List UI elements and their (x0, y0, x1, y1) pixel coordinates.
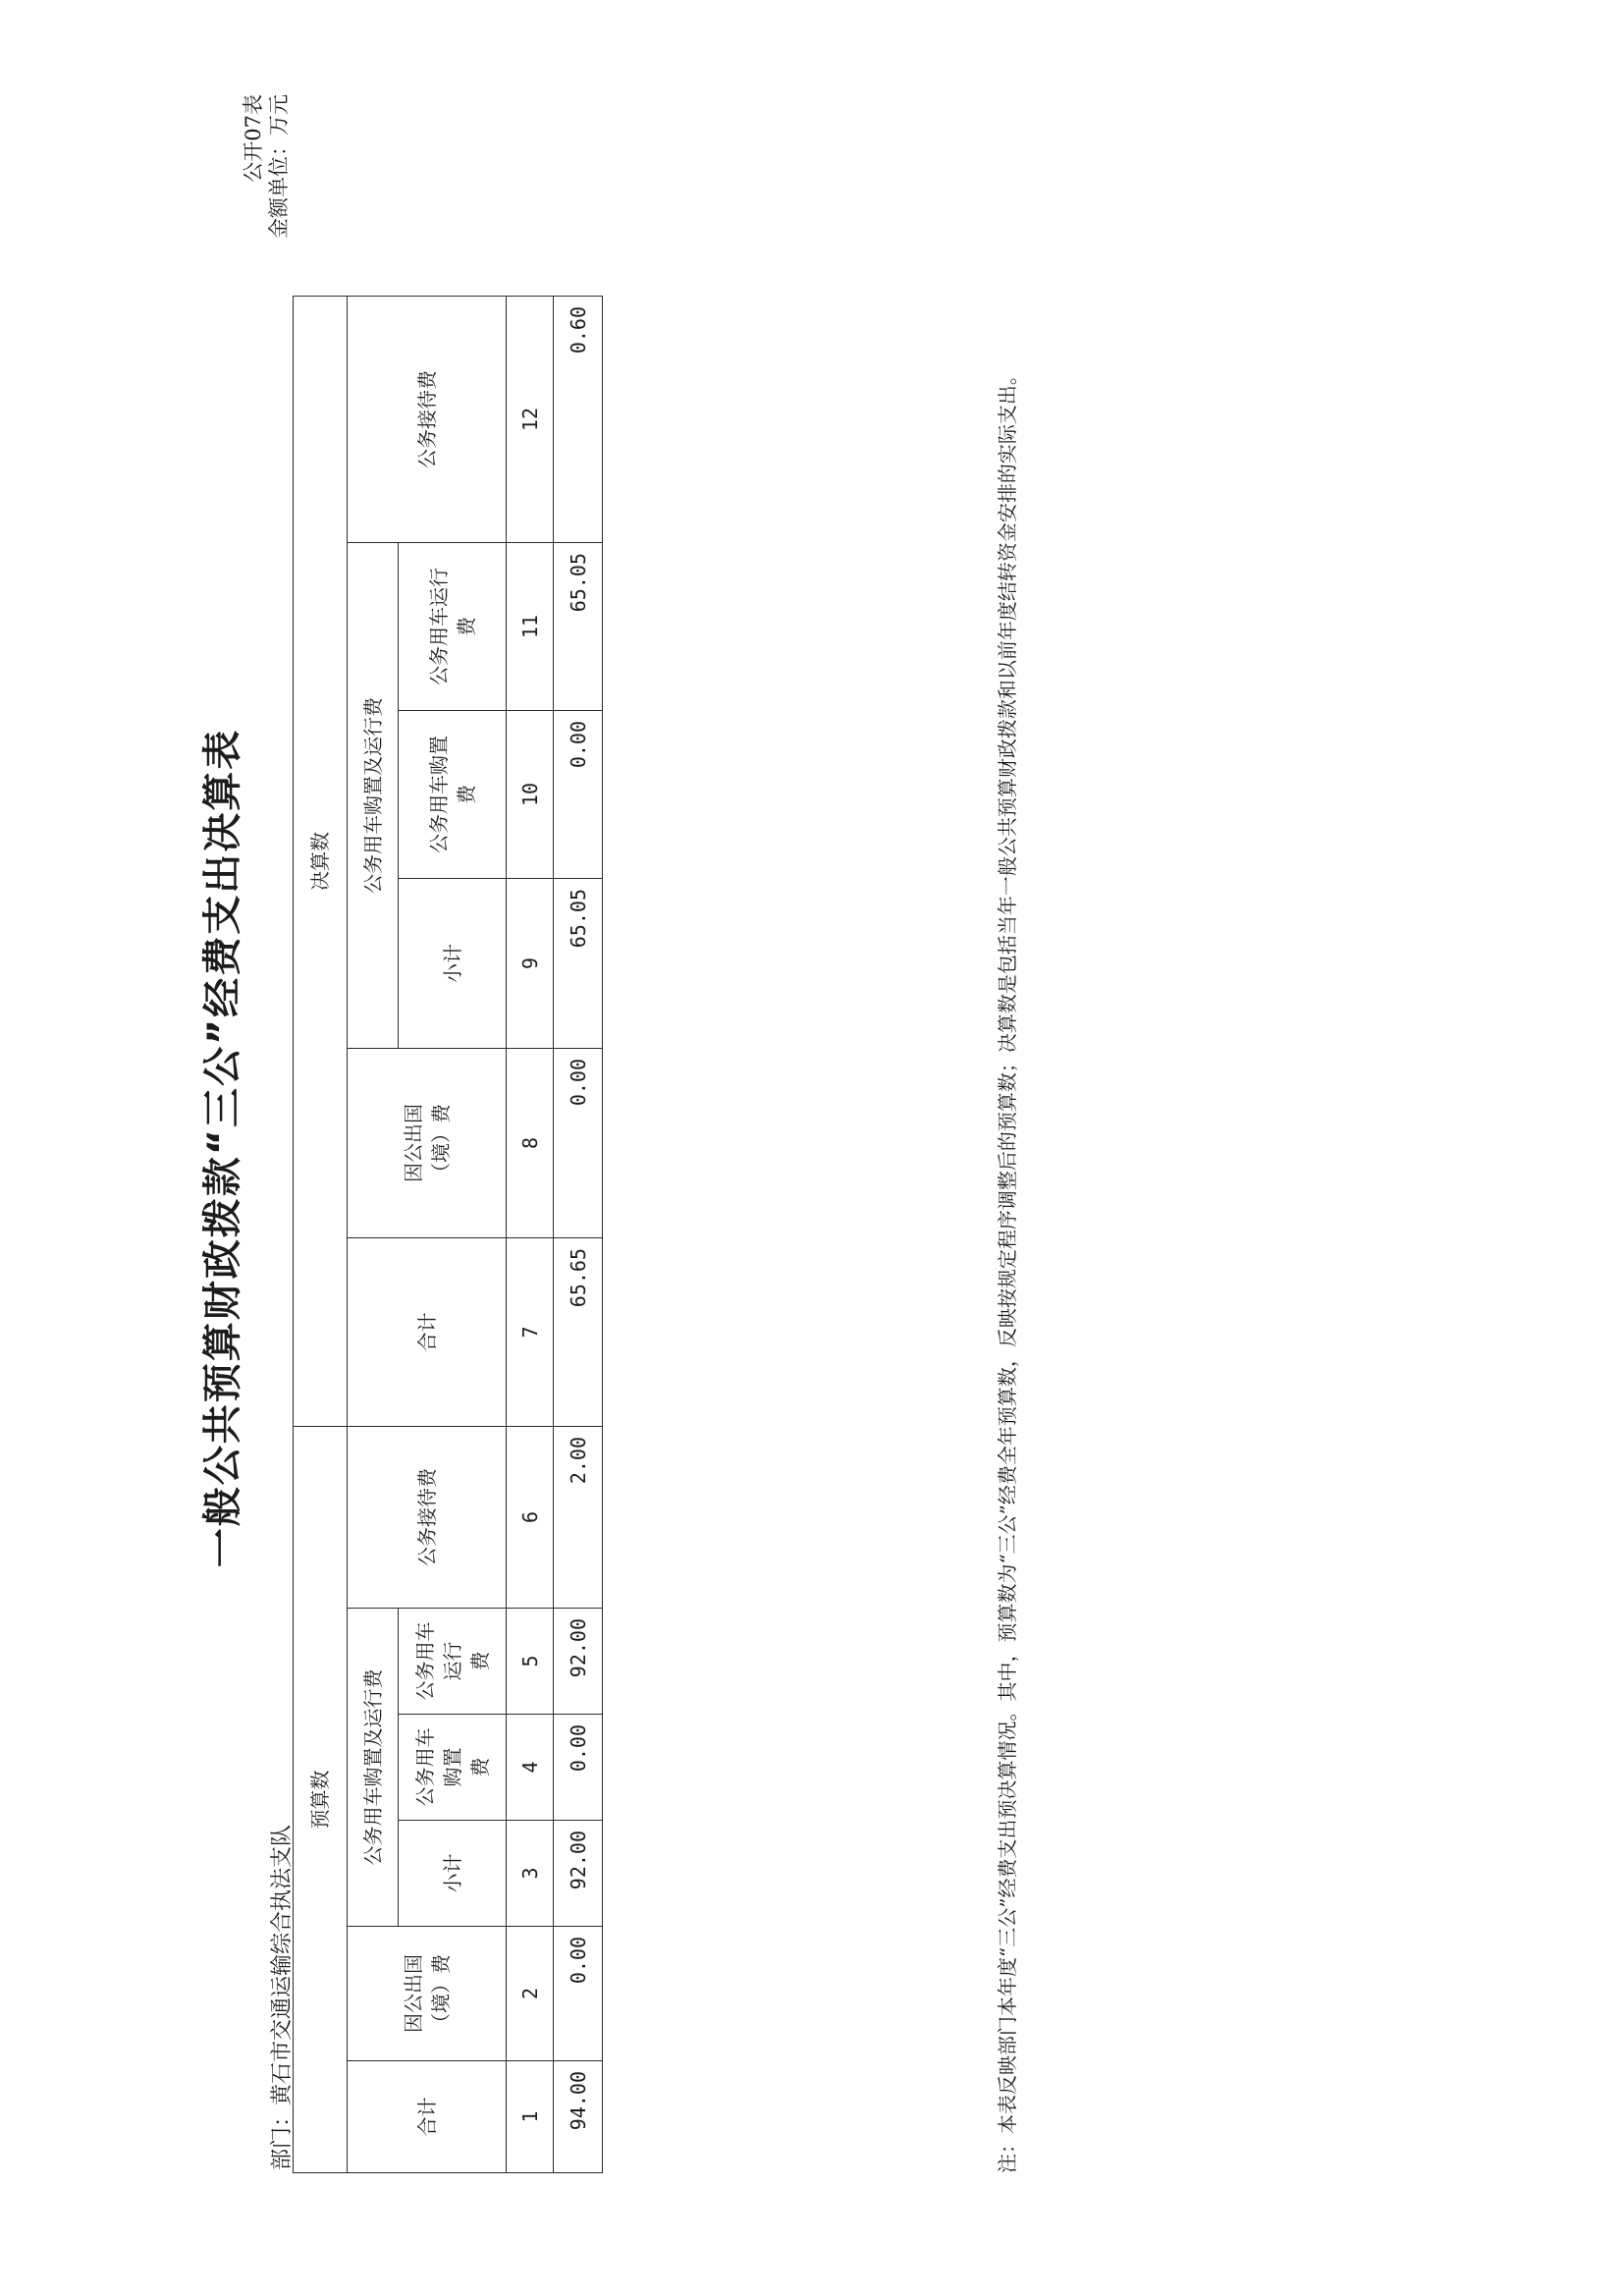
value-cell: 0.00 (554, 711, 603, 879)
value-cell: 65.05 (554, 543, 603, 711)
page-title: 一般公共预算财政拨款“三公”经费支出决算表 (200, 728, 245, 1568)
budget-vehicle-group-header: 公务用车购置及运行费 (348, 1609, 399, 1927)
final-vehicle-purchase-header: 公务用车购置 费 (399, 711, 507, 879)
value-cell: 2.00 (554, 1427, 603, 1609)
column-number: 4 (507, 1715, 554, 1821)
value-cell: 92.00 (554, 1609, 603, 1715)
final-vehicle-group-header: 公务用车购置及运行费 (348, 543, 399, 1049)
value-cell: 65.05 (554, 879, 603, 1049)
column-number: 3 (507, 1821, 554, 1927)
column-number: 8 (507, 1049, 554, 1238)
column-number: 6 (507, 1427, 554, 1609)
budget-total-header: 合计 (348, 2061, 507, 2173)
column-number: 9 (507, 879, 554, 1049)
final-vehicle-operation-header: 公务用车运行 费 (399, 543, 507, 711)
budget-reception-header: 公务接待费 (348, 1427, 507, 1609)
three-public-expenses-table (293, 296, 603, 2173)
final-total-header: 合计 (348, 1238, 507, 1427)
value-cell: 0.60 (554, 297, 603, 543)
table-note: 注：本表反映部门本年度“三公”经费支出预决算情况。其中，预算数为“三公”经费全年预算数，反映按规定程序调整后的预算数；决算数是包括当年一般公共预算财政拨款和以前年度结转资金安排的实际支出。 (996, 365, 1019, 2173)
value-cell: 0.00 (554, 1049, 603, 1238)
column-number: 5 (507, 1609, 554, 1715)
budget-travel-abroad-header: 因公出国 （境）费 (348, 1927, 507, 2061)
column-number-row (507, 297, 554, 2173)
column-number: 7 (507, 1238, 554, 1427)
final-group-header: 决算数 (294, 297, 348, 1427)
final-travel-abroad-header: 因公出国 （境）费 (348, 1049, 507, 1238)
value-cell: 0.00 (554, 1715, 603, 1821)
value-row (554, 297, 603, 2173)
value-cell: 0.00 (554, 1927, 603, 2061)
budget-group-header: 预算数 (294, 1427, 348, 2173)
department-label: 部门：黄石市交通运输综合执法支队 (270, 1824, 295, 2170)
final-subtotal-header: 小计 (399, 879, 507, 1049)
amount-unit: 金额单位：万元 (267, 94, 291, 239)
budget-vehicle-purchase-header: 公务用车购置 费 (399, 1715, 507, 1821)
column-number: 12 (507, 297, 554, 543)
value-cell: 94.00 (554, 2061, 603, 2173)
column-number: 10 (507, 711, 554, 879)
value-cell: 65.65 (554, 1238, 603, 1427)
budget-subtotal-header: 小计 (399, 1821, 507, 1927)
form-code: 公开07表 (242, 94, 265, 183)
budget-vehicle-operation-header: 公务用车运行 费 (399, 1609, 507, 1715)
column-number: 2 (507, 1927, 554, 2061)
column-number: 11 (507, 543, 554, 711)
value-cell: 92.00 (554, 1821, 603, 1927)
final-reception-header: 公务接待费 (348, 297, 507, 543)
column-number: 1 (507, 2061, 554, 2173)
